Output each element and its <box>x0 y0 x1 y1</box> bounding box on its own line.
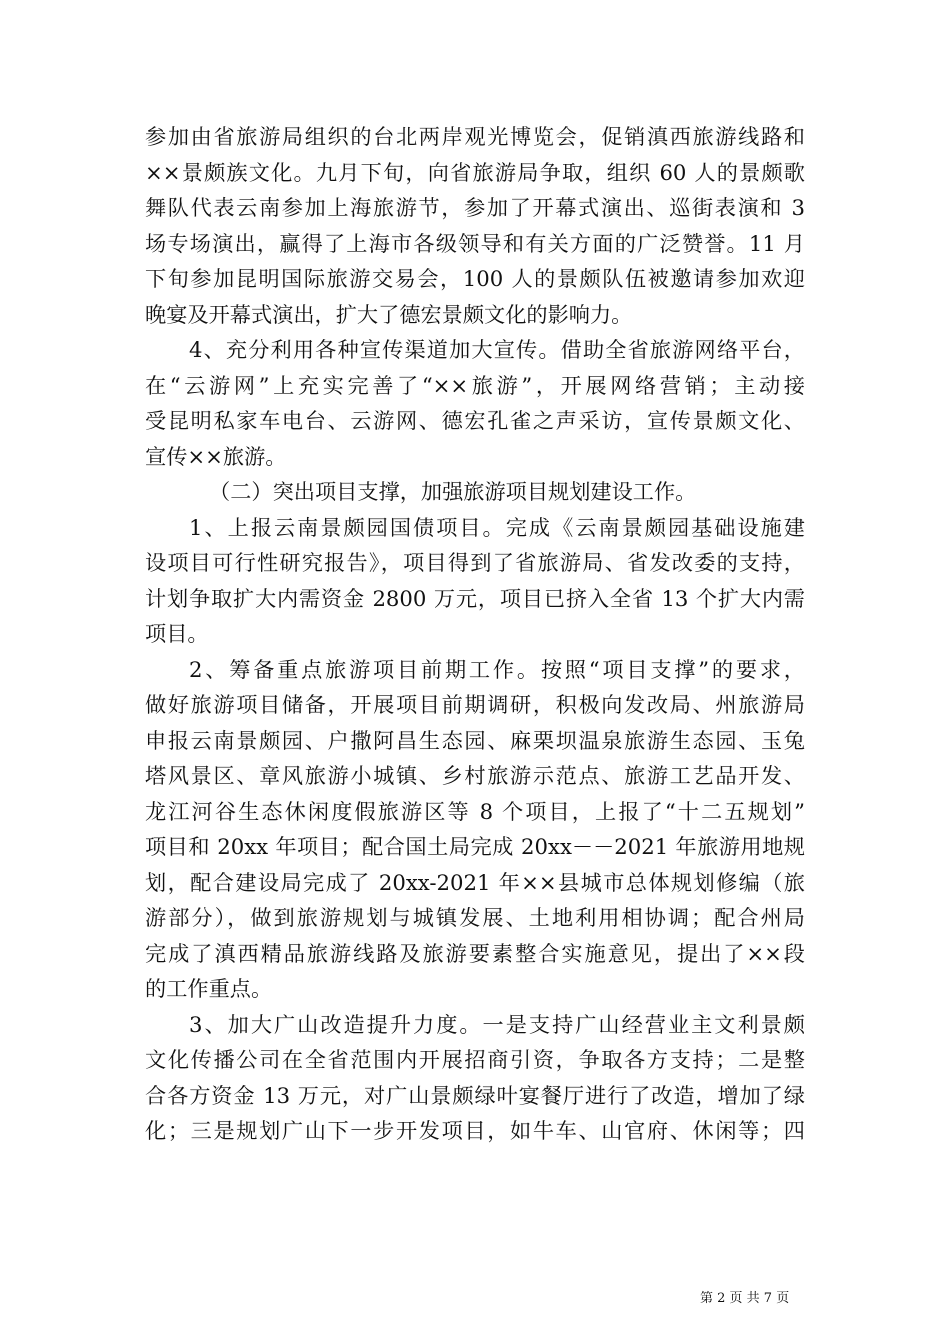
text-line: 游部分），做到旅游规划与城镇发展、土地利用相协调；配合州局 <box>145 905 805 930</box>
text-line: 申报云南景颇园、户撒阿昌生态园、麻栗坝温泉旅游生态园、玉兔 <box>145 727 805 753</box>
paragraph-start-line: 1、上报云南景颇园国债项目。完成《云南景颇园基础设施建 <box>189 514 805 540</box>
text-line: 的工作重点。 <box>145 976 273 1001</box>
text-line: 划，配合建设局完成了 20xx-2021 年××县城市总体规划修编（旅 <box>145 869 805 895</box>
text-line: 项目。 <box>145 621 209 646</box>
page-number: 第 2 页 共 7 页 <box>700 1291 790 1306</box>
text-line: 龙江河谷生态休闲度假旅游区等 8 个项目，上报了“十二五规划” <box>145 798 805 824</box>
text-line: 文化传播公司在全省范围内开展招商引资，争取各方支持；二是整 <box>145 1047 805 1072</box>
text-line: 塔风景区、章风旅游小城镇、乡村旅游示范点、旅游工艺品开发、 <box>145 763 805 788</box>
text-line: 受昆明私家车电台、云游网、德宏孔雀之声采访，宣传景颇文化、 <box>145 408 805 433</box>
text-line: 完成了滇西精品旅游线路及旅游要素整合实施意见，提出了××段 <box>145 940 805 966</box>
text-line: 宣传××旅游。 <box>145 443 287 469</box>
text-line: 合各方资金 13 万元，对广山景颇绿叶宴餐厅进行了改造，增加了绿 <box>145 1082 805 1108</box>
text-line: 计划争取扩大内需资金 2800 万元，项目已挤入全省 13 个扩大内需 <box>145 585 805 611</box>
section-heading: （二）突出项目支撑，加强旅游项目规划建设工作。 <box>209 479 697 504</box>
text-line: ××景颇族文化。九月下旬，向省旅游局争取，组织 60 人的景颇歌 <box>145 159 805 185</box>
text-line: 下旬参加昆明国际旅游交易会，100 人的景颇队伍被邀请参加欢迎 <box>145 266 805 291</box>
text-line: 做好旅游项目储备，开展项目前期调研，积极向发改局、州旅游局 <box>145 692 805 717</box>
paragraph-start-line: 4、充分利用各种宣传渠道加大宣传。借助全省旅游网络平台， <box>189 337 805 362</box>
text-line: 舞队代表云南参加上海旅游节，参加了开幕式演出、巡街表演和 3 <box>145 195 805 220</box>
text-line: 场专场演出，赢得了上海市各级领导和有关方面的广泛赞誉。11 月 <box>145 230 805 256</box>
paragraph-start-line: 2、筹备重点旅游项目前期工作。按照“项目支撑”的要求， <box>189 656 805 682</box>
document-body <box>145 119 805 1149</box>
text-line: 晚宴及开幕式演出，扩大了德宏景颇文化的影响力。 <box>145 301 633 327</box>
text-line: 参加由省旅游局组织的台北两岸观光博览会，促销滇西旅游线路和 <box>145 124 805 149</box>
text-line: 化；三是规划广山下一步开发项目，如牛车、山官府、休闲等；四 <box>145 1118 805 1143</box>
text-line: 在“云游网”上充实完善了“××旅游”，开展网络营销；主动接 <box>145 372 805 398</box>
text-line: 设项目可行性研究报告》，项目得到了省旅游局、省发改委的支持， <box>145 550 805 575</box>
paragraph-start-line: 3、加大广山改造提升力度。一是支持广山经营业主文利景颇 <box>189 1011 805 1037</box>
text-line: 项目和 20xx 年项目；配合国土局完成 20xx－－2021 年旅游用地规 <box>145 834 805 859</box>
